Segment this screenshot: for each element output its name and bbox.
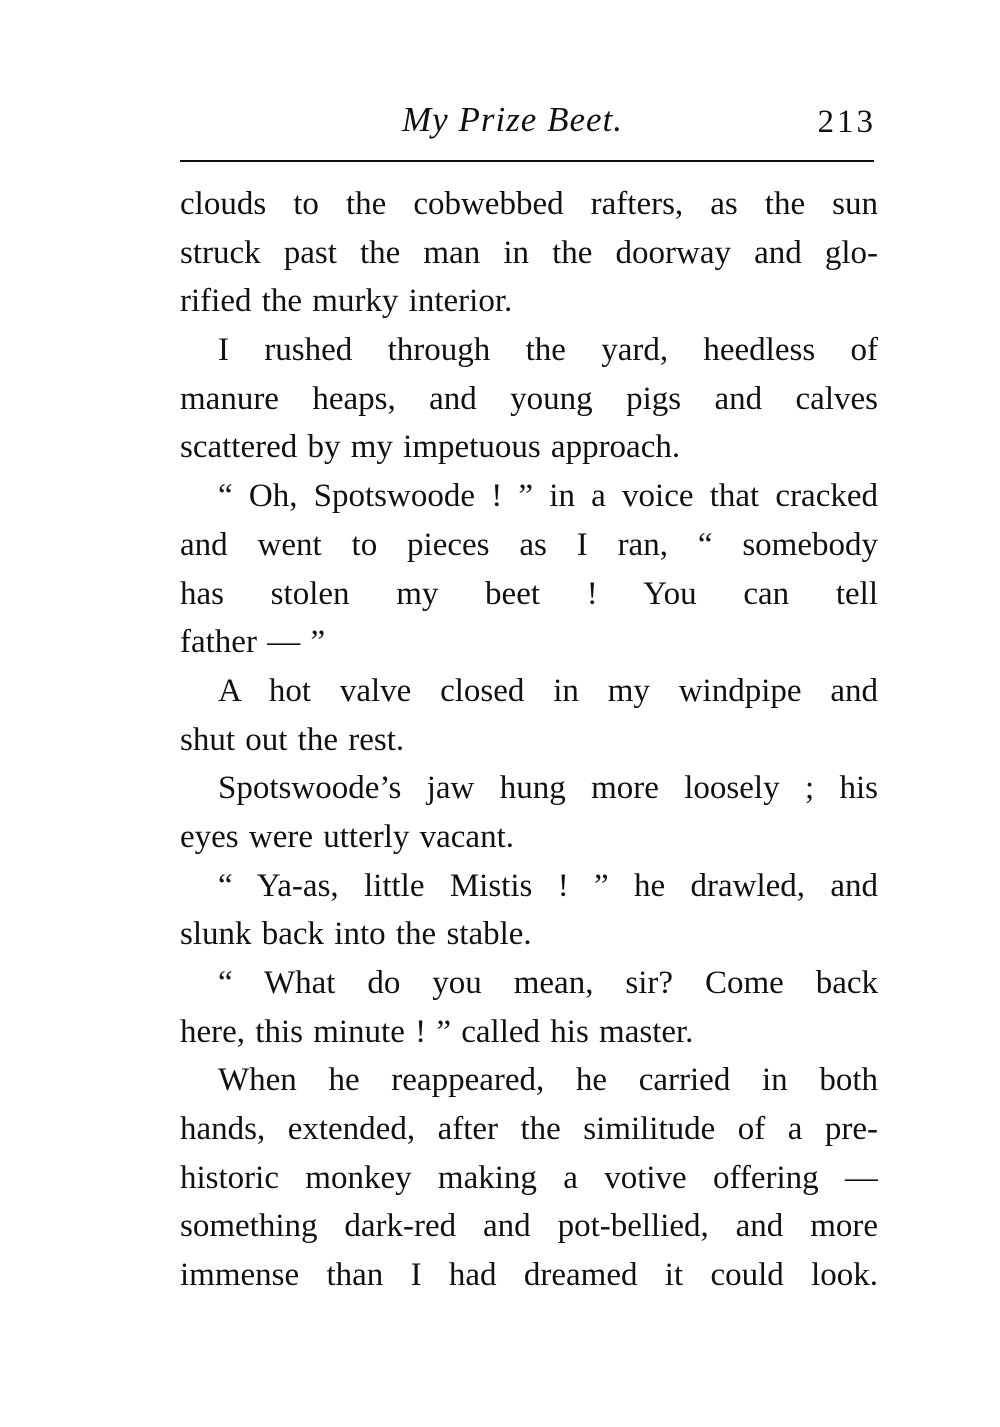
text-line: has stolen my beet ! You can tell xyxy=(180,575,878,612)
text-line: historic monkey making a votive offering — xyxy=(180,1159,878,1196)
text-line: slunk back into the stable. xyxy=(180,916,532,953)
text-line: I rushed through the yard, heedless of xyxy=(218,332,878,369)
body-text xyxy=(180,180,878,1300)
text-line: hands, extended, after the similitude of a pre- xyxy=(180,1111,878,1148)
header-rule xyxy=(180,160,874,162)
text-line: and went to pieces as I ran, “ somebody xyxy=(180,526,878,563)
text-line: “ Oh, Spotswoode ! ” in a voice that cracked xyxy=(218,478,878,515)
text-line: A hot valve closed in my windpipe and xyxy=(218,672,878,709)
text-line: struck past the man in the doorway and glo- xyxy=(180,234,878,271)
text-line: When he reappeared, he carried in both xyxy=(218,1062,878,1099)
text-line: father — ” xyxy=(180,624,326,661)
running-head xyxy=(180,96,876,156)
text-line: eyes were utterly vacant. xyxy=(180,818,515,855)
text-line: scattered by my impetuous approach. xyxy=(180,429,681,466)
text-line: clouds to the cobwebbed rafters, as the sun xyxy=(180,186,878,222)
text-line: rified the murky interior. xyxy=(180,283,513,320)
text-line: Spotswoode’s jaw hung more loosely ; his xyxy=(218,770,878,807)
text-line: “ What do you mean, sir? Come back xyxy=(218,965,878,1001)
text-line: “ Ya-as, little Mistis ! ” he drawled, and xyxy=(218,867,878,904)
running-title: My Prize Beet. xyxy=(402,100,623,139)
text-line: shut out the rest. xyxy=(180,721,405,758)
page-number: 213 xyxy=(817,104,876,140)
text-line: something dark-red and pot-bellied, and more xyxy=(180,1208,878,1245)
text-line: manure heaps, and young pigs and calves xyxy=(180,380,878,417)
text-line: immense than I had dreamed it could look. xyxy=(180,1257,878,1294)
text-line: here, this minute ! ” called his master. xyxy=(180,1013,694,1050)
